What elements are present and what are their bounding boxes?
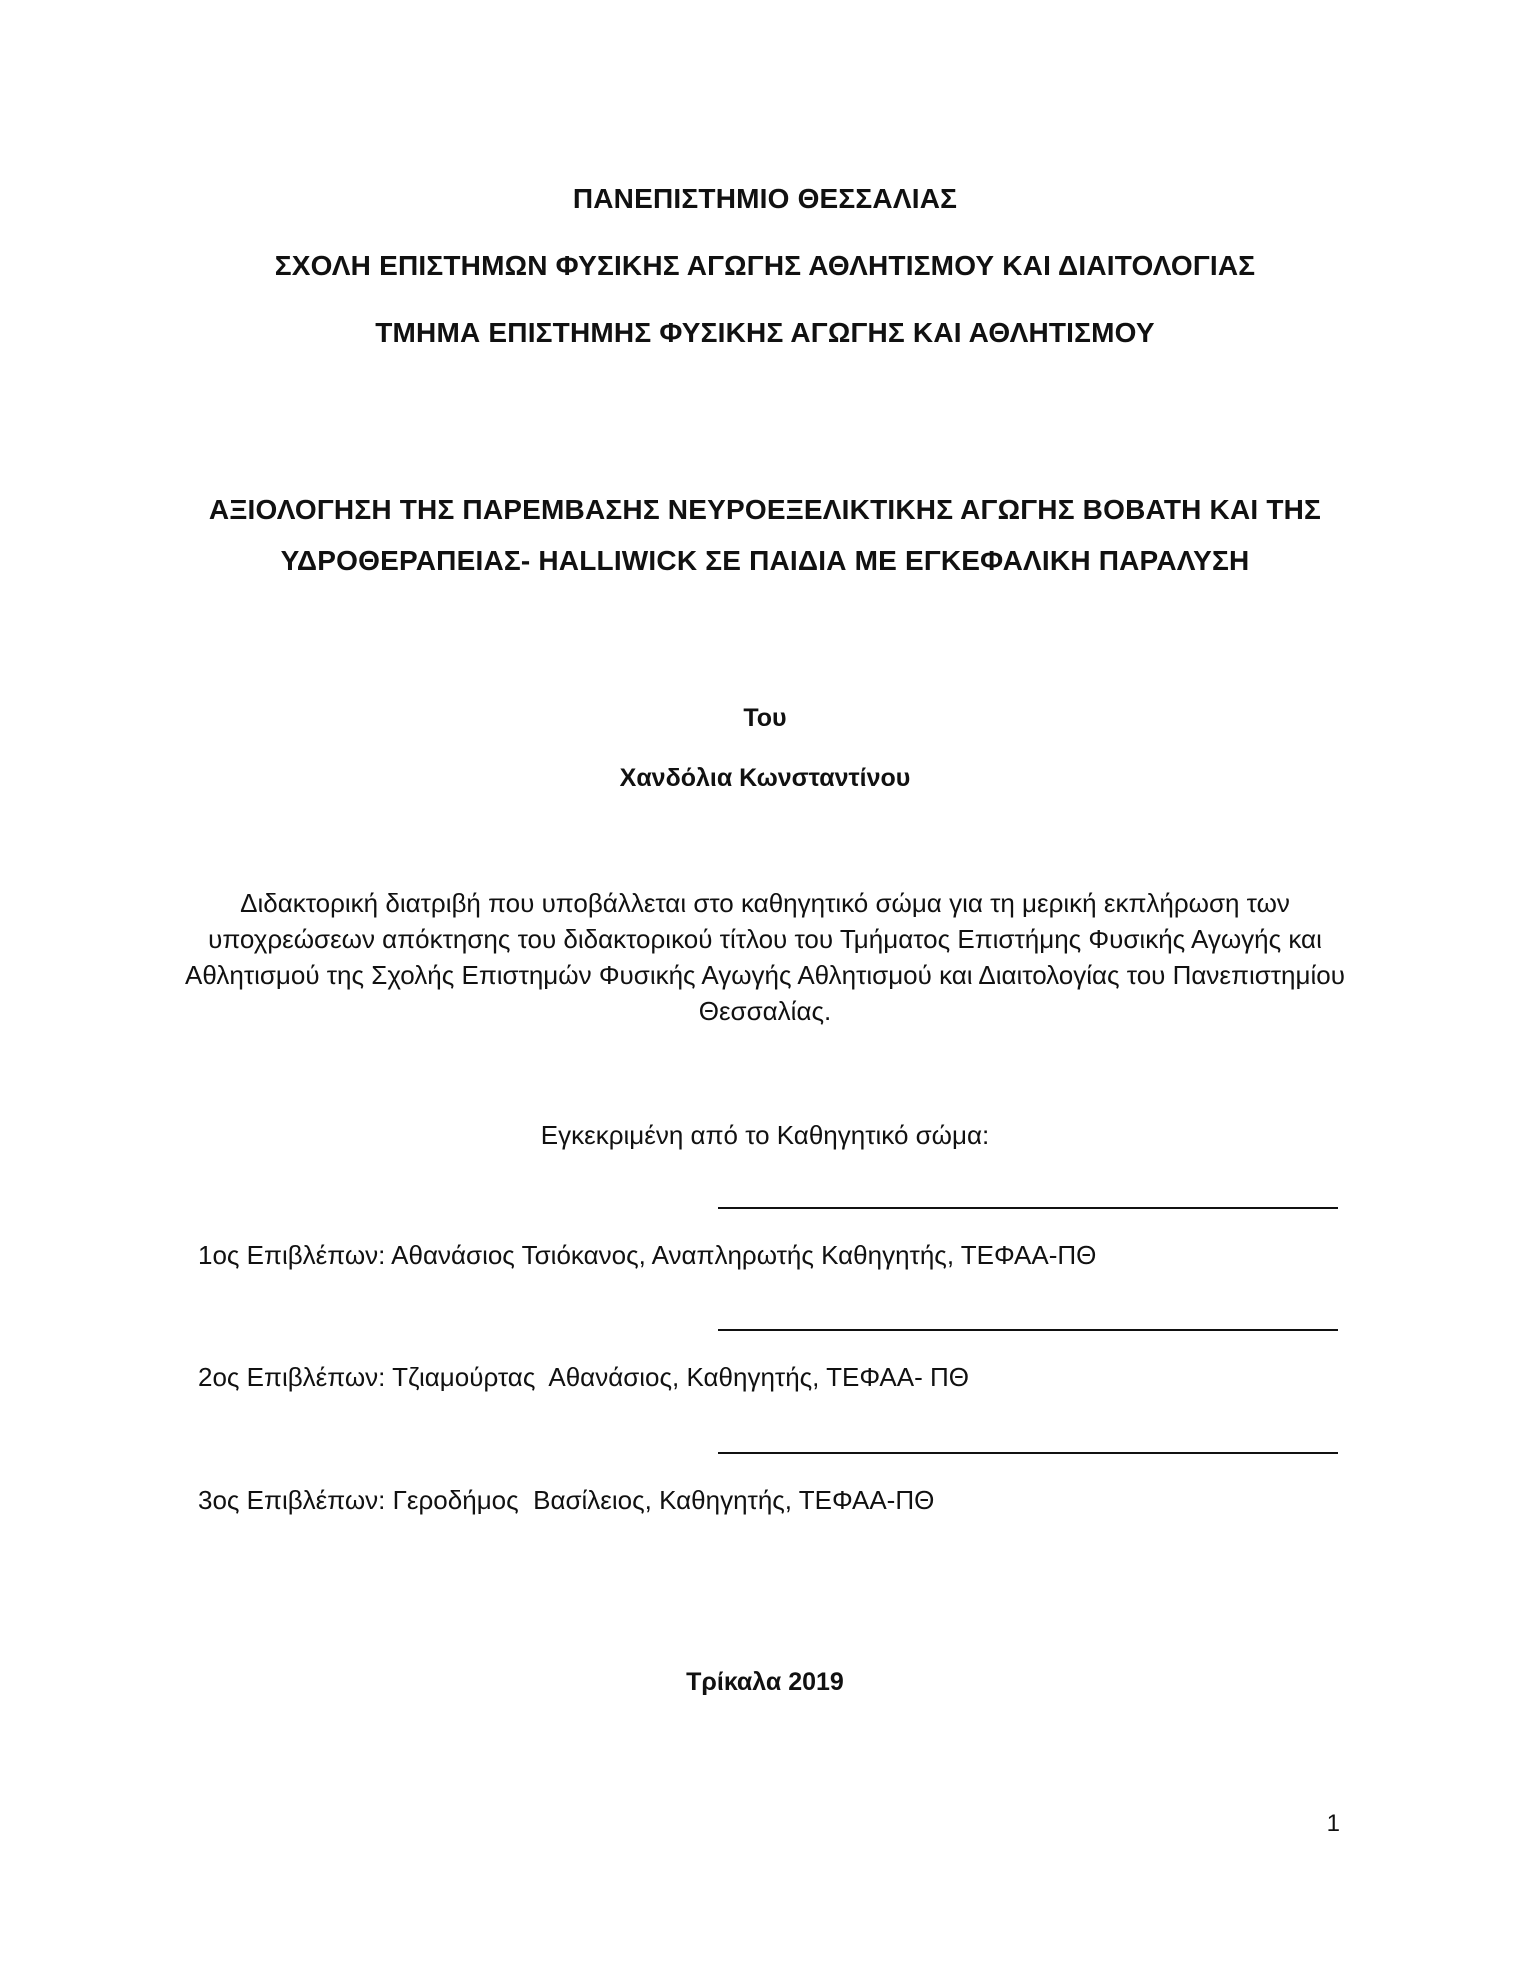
signature-line-2 [718,1329,1338,1331]
thesis-description: Διδακτορική διατριβή που υποβάλλεται στο καθηγητικό σώμα για τη μερική εκπλήρωση των υποχρεώσεων απόκτησης του διδακτορικού τίτλου του Τμήματος Επιστήμης Φυσικής Αγωγής και Αθλητισμού της Σχολής Επιστημών Φυσικής Αγωγής Αθλητισμού και Διαιτολογίας του Πανεπιστημίου Θεσσαλίας. [185,888,1345,1026]
supervisor-2: 2ος Επιβλέπων: Τζιαμούρτας Αθανάσιος, Καθηγητής, ΤΕΦΑΑ- ΠΘ [198,1362,969,1392]
supervisor-1: 1ος Επιβλέπων: Αθανάσιος Τσιόκανος, Αναπληρωτής Καθηγητής, ΤΕΦΑΑ-ΠΘ [198,1240,1097,1270]
page-number: 1 [1326,1810,1340,1837]
thesis-title-line-2: ΥΔΡΟΘΕΡΑΠΕΙΑΣ- HALLIWICK ΣΕ ΠΑΙΔΙΑ ΜΕ ΕΓΚΕΦΑΛΙΚΗ ΠΑΡΑΛΥΣΗ [280,545,1250,576]
author-name: Χανδόλια Κωνσταντίνου [619,764,911,792]
signature-line-1 [718,1207,1338,1209]
author-by-label: Του [743,704,787,732]
university-name: ΠΑΝΕΠΙΣΤΗΜΙΟ ΘΕΣΣΑΛΙΑΣ [572,183,958,214]
signature-line-3 [718,1452,1338,1454]
place-and-year: Τρίκαλα 2019 [686,1668,844,1696]
school-name: ΣΧΟΛΗ ΕΠΙΣΤΗΜΩΝ ΦΥΣΙΚΗΣ ΑΓΩΓΗΣ ΑΘΛΗΤΙΣΜΟΥ ΚΑΙ ΔΙΑΙΤΟΛΟΓΙΑΣ [274,250,1256,281]
supervisor-3: 3ος Επιβλέπων: Γεροδήμος Βασίλειος, Καθηγητής, ΤΕΦΑΑ-ΠΘ [198,1485,935,1515]
thesis-title-line-1: ΑΞΙΟΛΟΓΗΣΗ ΤΗΣ ΠΑΡΕΜΒΑΣΗΣ ΝΕΥΡΟΕΞΕΛΙΚΤΙΚΗΣ ΑΓΩΓΗΣ BOBATH ΚΑΙ ΤΗΣ [208,494,1322,525]
department-name: ΤΜΗΜΑ ΕΠΙΣΤΗΜΗΣ ΦΥΣΙΚΗΣ ΑΓΩΓΗΣ ΚΑΙ ΑΘΛΗΤΙΣΜΟΥ [375,317,1155,348]
approved-by-label: Εγκεκριμένη από το Καθηγητικό σώμα: [540,1120,990,1150]
